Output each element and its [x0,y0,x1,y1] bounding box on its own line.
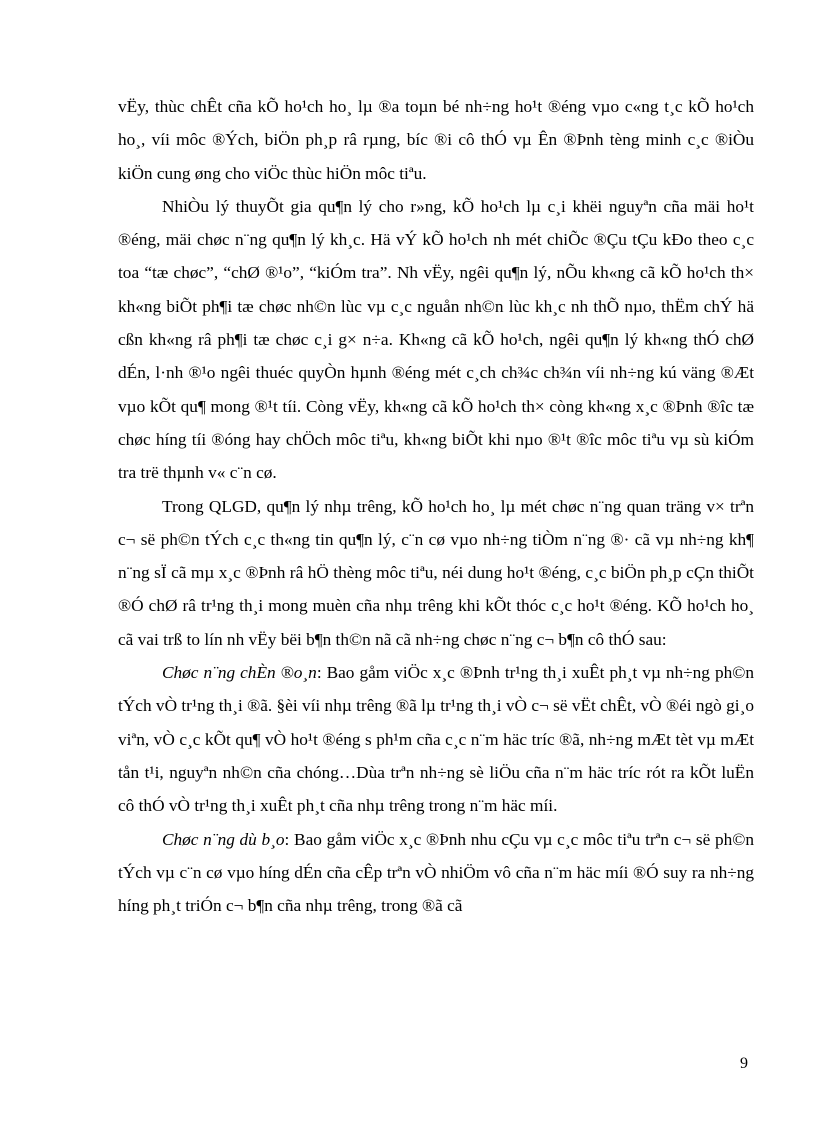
paragraph-text: Trong QLGD, qu¶n lý nhµ trêng, kÕ ho¹ch ho¸ lµ mét chøc n¨ng quan träng v× trªn c¬ së ph©n tÝch c¸c th«ng tin qu¶n lý, c¨n cø vµo nh÷ng tiÒm n¨ng ®· cã vµ nh÷ng kh¶ n¨ng sÏ cã mµ x¸c ®Þnh râ hÖ thèng môc tiªu, néi dung ho¹t ®éng, c¸c biÖn ph¸p cÇn thiÕt ®Ó chØ râ tr¹ng th¸i mong muèn cña nhµ trêng khi kÕt thóc c¸c ho¹t ®éng. KÕ ho¹ch ho¸ cã vai trß to lín nh vËy bëi b¶n th©n nã cã nh÷ng chøc n¨ng c¬ b¶n cô thÓ sau: [118,496,754,649]
paragraph-text: NhiÒu lý thuyÕt gia qu¶n lý cho r»ng, kÕ ho¹ch lµ c¸i khëi nguyªn cña mäi ho¹t ®éng, mäi chøc n¨ng qu¶n lý kh¸c. Hä vÝ kÕ ho¹ch nh mét chiÕc ®Çu tÇu kÐo theo c¸c toa “tæ chøc”, “chØ ®¹o”, “kiÓm tra”. Nh vËy, ngêi qu¶n lý, nÕu kh«ng cã kÕ ho¹ch th× kh«ng biÕt ph¶i tæ chøc nh©n lùc vµ c¸c nguån nh©n lùc kh¸c nh thÕ nµo, thËm chÝ hä cßn kh«ng râ ph¶i tæ chøc c¸i g× n÷a. Kh«ng cã kÕ ho¹ch, ngêi qu¶n lý kh«ng thÓ chØ dÉn, l·nh ®¹o ngêi thuéc quyÒn hµnh ®éng mét c¸ch ch¾c ch¾n víi nh÷ng kú väng ®Æt vµo kÕt qu¶ mong ®¹t tíi. Còng vËy, kh«ng cã kÕ ho¹ch th× còng kh«ng x¸c ®Þnh ®îc tæ chøc híng tíi ®óng hay chÖch môc tiªu, kh«ng biÕt khi nµo ®¹t ®îc môc tiªu vµ sù kiÓm tra trë thµnh v« c¨n cø. [118,196,754,483]
paragraph [118,656,754,822]
paragraph-lead-italic: Chøc n¨ng chÈn ®o¸n [162,663,317,683]
paragraph [118,823,754,923]
paragraph [118,490,754,656]
body-text [118,90,754,922]
paragraph [118,90,754,190]
paragraph [118,190,754,490]
paragraph-text: vËy, thùc chÊt cña kÕ ho¹ch ho¸ lµ ®a toµn bé nh÷ng ho¹t ®éng vµo c«ng t¸c kÕ ho¹ch ho¸, víi môc ®Ých, biÖn ph¸p râ rµng, bíc ®i cô thÓ vµ Ên ®Þnh tèng minh c¸c ®iÒu kiÖn cung øng cho viÖc thùc hiÖn môc tiªu. [118,97,754,183]
paragraph-lead-italic: Chøc n¨ng dù b¸o [162,829,285,849]
paragraph-text: : Bao gåm viÖc x¸c ®Þnh tr¹ng th¸i xuÊt ph¸t vµ nh÷ng ph©n tÝch vÒ tr¹ng th¸i ®ã. §èi víi nhµ trêng ®ã lµ tr¹ng th¸i vÒ c¬ së vËt chÊt, vÒ ®éi ngò gi¸o viªn, vÒ c¸c kÕt qu¶ vÒ ho¹t ®éng s ph¹m cña c¸c n¨m häc tríc ®ã, nh÷ng mÆt tèt vµ mÆt tån t¹i, nguyªn nh©n cña chóng…Dùa trªn nh÷ng sè liÖu cña n¨m häc tríc rót ra kÕt luËn cô thÓ vÒ tr¹ng th¸i xuÊt ph¸t cña nhµ trêng trong n¨m häc míi. [118,663,754,816]
page-number: 9 [740,1055,748,1072]
paragraph-text: : Bao gåm viÖc x¸c ®Þnh nhu cÇu vµ c¸c môc tiªu trªn c¬ së ph©n tÝch vµ c¨n cø vµo híng dÉn cña cÊp trªn vÒ nhiÖm vô cña n¨m häc míi ®Ó suy ra nh÷ng híng ph¸t triÓn c¬ b¶n cña nhµ trêng, trong ®ã cã [118,829,754,916]
